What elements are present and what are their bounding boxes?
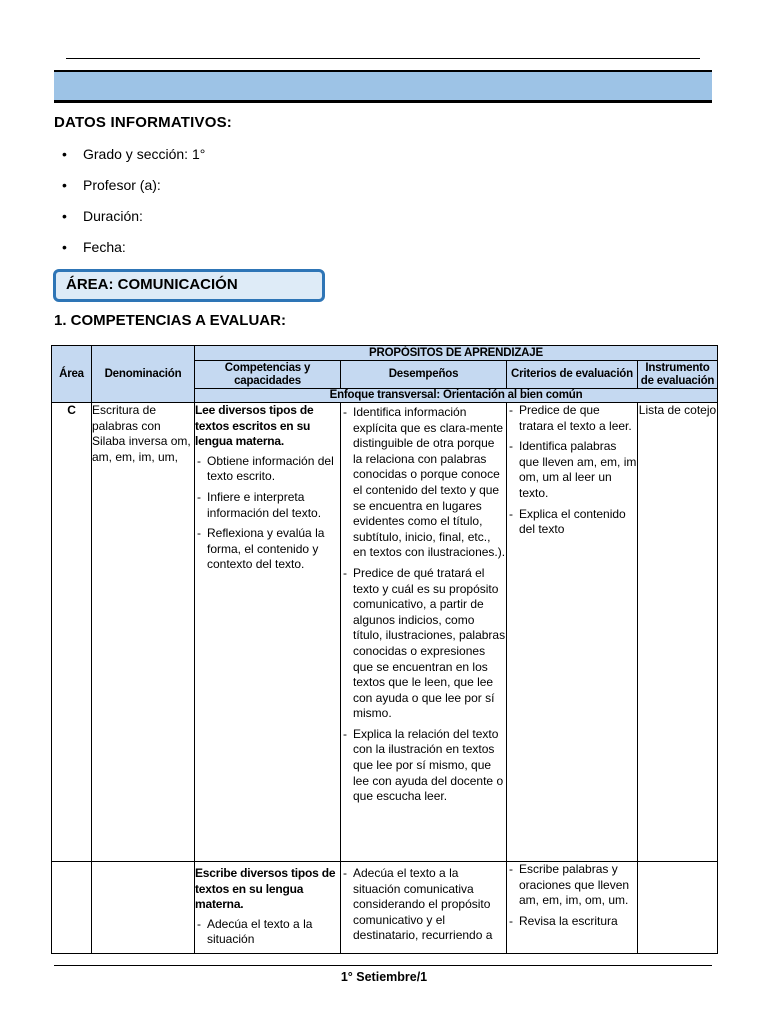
competencia-title: Escribe diversos tipos de textos en su lengua materna.: [195, 866, 336, 912]
bullet-icon: •: [62, 177, 67, 193]
cell-criterios: [507, 862, 638, 954]
list-item: - Infiere e interpreta información del texto.: [197, 489, 322, 520]
bullet-icon: •: [62, 146, 67, 162]
header-banner: [54, 70, 712, 103]
list-item: - Explica el contenido del texto: [509, 506, 626, 537]
header-enfoque: Enfoque transversal: Orientación al bien común: [195, 389, 718, 403]
cell-instrumento: [638, 862, 718, 954]
header-competencias: Competencias y capacidades: [195, 361, 341, 389]
competencia-title: Lee diversos tipos de textos escritos en su lengua materna.: [195, 403, 314, 449]
list-item: • Profesor (a):: [62, 177, 161, 193]
cell-criterios: [507, 403, 638, 862]
table-row: [52, 862, 718, 954]
competencias-table: [51, 345, 718, 954]
cell-denominacion: Escritura de palabras con Silaba inversa om, am, em, im, um,: [92, 403, 195, 862]
cell-competencias: [195, 403, 341, 862]
header-area: Área: [52, 346, 92, 403]
cell-denominacion: [92, 862, 195, 954]
list-item: - Reflexiona y evalúa la forma, el contenido y contexto del texto.: [197, 526, 325, 572]
datos-informativos-title: DATOS INFORMATIVOS:: [54, 114, 232, 131]
list-item: - Identifica palabras que lleven am, em, im om, um al leer un texto.: [509, 439, 637, 500]
top-rule: [66, 58, 700, 59]
datos-list: [54, 144, 205, 268]
bottom-rule: [54, 965, 712, 966]
capacidades-list: [195, 454, 340, 573]
capacidades-list: [195, 917, 340, 948]
cell-area: [52, 862, 92, 954]
list-item: - Escribe palabras y oraciones que lleven am, em, im, om, um.: [509, 862, 630, 908]
competencias-title: 1. COMPETENCIAS A EVALUAR:: [54, 312, 286, 329]
criterios-list: [507, 862, 637, 929]
list-item: - Adecúa el texto a la situación: [197, 916, 313, 947]
criterios-list: [507, 403, 637, 538]
list-item: - Identifica información explícita que es clara-mente distinguible de otra porque la relaciona con palabras conocidas o porque conoce el contenido del texto y que se encuentra en lugares evidentes como el título, subtítulo, inicio, final, etc., en textos con ilustraciones.).: [343, 405, 506, 560]
list-item: • Grado y sección: 1°: [62, 146, 206, 162]
list-item: - Predice de que tratara el texto a leer.: [509, 403, 632, 433]
list-item: - Revisa la escritura: [509, 913, 618, 928]
area-box: [53, 269, 325, 302]
cell-competencias: [195, 862, 341, 954]
header-denominacion: Denominación: [92, 346, 195, 403]
cell-instrumento: Lista de cotejo: [638, 403, 718, 862]
list-item: - Predice de qué tratará el texto y cuál es su propósito comunicativo, a partir de algunos indicios, como título, ilustraciones, palabras conocidas o expresiones que se encuentran en los textos que le leen, que lee con ayuda o que lee por sí mismo.: [343, 565, 506, 721]
cell-desempenos: [341, 403, 507, 862]
header-criterios: Criterios de evaluación: [507, 361, 638, 389]
header-desempenos: Desempeños: [341, 361, 507, 389]
desempenos-list: [341, 405, 506, 805]
bullet-icon: •: [62, 208, 67, 224]
header-instrumento: Instrumento de evaluación: [638, 361, 718, 389]
header-propositos: PROPÓSITOS DE APRENDIZAJE: [195, 346, 718, 361]
bullet-icon: •: [62, 239, 67, 255]
table-row: [52, 403, 718, 862]
list-item: - Obtiene información del texto escrito.: [197, 453, 334, 484]
list-item: • Fecha:: [62, 239, 126, 255]
page-footer: 1° Setiembre/1: [340, 970, 428, 984]
cell-desempenos: [341, 862, 507, 954]
list-item: • Duración:: [62, 208, 143, 224]
list-item: - Explica la relación del texto con la ilustración en textos que lee por sí mismo, que lee con ayuda del docente o que escucha leer.: [343, 726, 504, 804]
list-item: - Adecúa el texto a la situación comunicativa considerando el propósito comunicativo y el destinatario, recurriendo a: [343, 866, 493, 943]
cell-area: C: [52, 403, 92, 862]
desempenos-list: [341, 866, 506, 944]
area-title: ÁREA: COMUNICACIÓN: [66, 276, 238, 293]
